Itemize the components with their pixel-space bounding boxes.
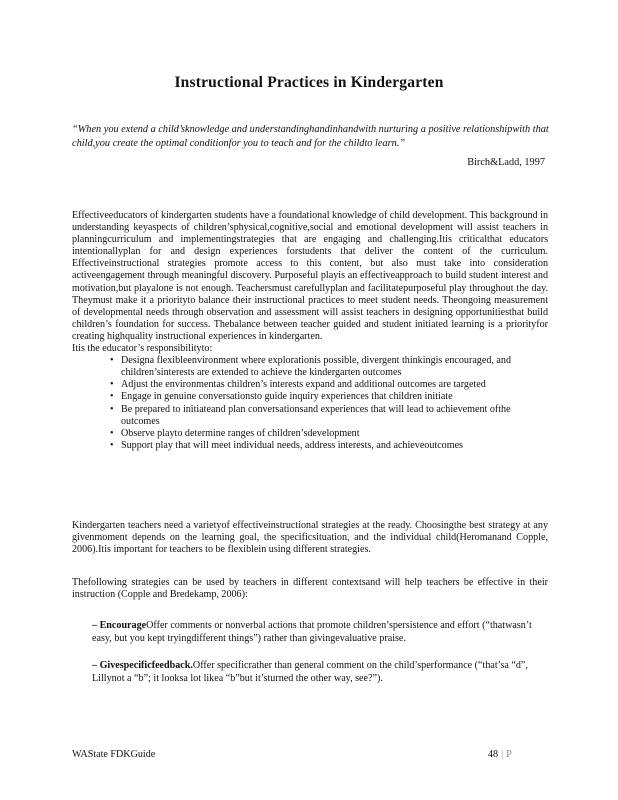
strategy-specific-feedback <box>92 659 548 685</box>
bullet-icon: • <box>110 439 114 451</box>
strategy-text: Offer specificrather than general comment on the child’sperformance (“that’sa “d”, Lillynot a “b”; it looksa lot likea “b”but it’sturned the other way, see?”). <box>92 660 528 684</box>
following-strategies-paragraph: Thefollowing strategies can be used by teachers in different contextsand will help teachers be effective in their instruction (Copple and Bredekamp, 2006): <box>72 577 548 601</box>
footer-guide-name: WAState FDKGuide <box>72 749 156 760</box>
quote-attribution: Birch&Ladd, 1997 <box>467 157 545 168</box>
list-item <box>72 391 548 403</box>
page-label: P <box>506 749 512 760</box>
bullet-icon: • <box>110 391 114 403</box>
responsibility-intro: Itis the educator’s responsibilityto: <box>72 343 213 355</box>
bullet-icon: • <box>110 403 114 415</box>
list-item-text: Engage in genuine conversationsto guide inquiry experiences that children initiate <box>121 391 453 403</box>
list-item-text: Adjust the environmentas children’s interests expand and additional outcomes are targeted <box>121 379 486 391</box>
list-item <box>72 355 548 379</box>
list-item <box>72 428 548 440</box>
intro-section <box>72 210 548 452</box>
list-item <box>72 440 548 452</box>
strategy-encourage <box>92 619 548 645</box>
strategy-lead: – Encourage <box>92 620 147 631</box>
intro-paragraph: Effectiveeducators of kindergarten students have a foundational knowledge of child development. This background in understanding keyaspects of children’sphysical,cognitive,social and emotional development will assist teachers in planningcurriculum and implementingstrategies that are engaging and challenging.Itis criticalthat educators intentionallyplan for and design experiences forstudents that deliver the content of the curriculum. Effectiveinstructional strategies promote access to this content, but also must take into consideration activeengagement through meaningful discovery. Purposeful playis an effectiveapproach to build student interest and motivation,but playalone is not enough. Teachersmust carefullyplan and facilitatepurposeful play throughout the day. Theymust make it a priorityto balance their instructional practices to meet student needs. Theongoing measurement of developmental needs through observation and assessment will assist teachers in designing opportunitiesthat build children’s foundation for success. Thebalance between teacher guided and student initiated learning is a priorityfor creating highquality instructional experiences in kindergarten. <box>72 210 548 342</box>
list-item <box>72 379 548 391</box>
responsibility-list <box>72 355 548 452</box>
page-number: 48 <box>488 749 499 760</box>
page-title: Instructional Practices in Kindergarten <box>174 74 444 91</box>
strategy-text: Offer comments or nonverbal actions that promote children’spersistence and effort (“thatwasn’t easy, but you kept tryingdifferent things”) rather than givingevaluative praise. <box>92 620 532 644</box>
footer-separator: | <box>501 749 504 760</box>
bullet-icon: • <box>110 427 114 439</box>
bullet-icon: • <box>110 355 114 367</box>
strategy-lead: – Givespecificfeedback. <box>92 660 193 671</box>
list-item-text: Support play that will meet individual needs, address interests, and achieveoutcomes <box>121 439 463 451</box>
list-item-text: Designa flexibleenvironment where explorationis possible, divergent thinkingis encouraged, and children’sinterests are extended to achieve the kindergarten outcomes <box>121 355 512 379</box>
epigraph-quote: “When you extend a child’sknowledge and understandinghandinhandwith nurturing a positive relationshipwith that child,you create the optimal conditionfor you to teach and for the childto learn.” <box>72 124 549 149</box>
list-item <box>72 404 548 428</box>
list-item-text: Be prepared to initiateand plan conversationsand experiences that will lead to achievement ofthe outcomes <box>121 403 511 427</box>
strategies-paragraph: Kindergarten teachers need a varietyof effectiveinstructional strategies at the ready. Choosingthe best strategy at any givenmoment depends on the learning goal, the specificsituation, and the individual child(Heromanand Copple, 2006).Itis important for teachers to be flexiblein using different strategies. <box>72 520 548 556</box>
list-item-text: Observe playto determine ranges of children’sdevelopment <box>121 427 360 439</box>
footer-page-number <box>488 749 512 760</box>
bullet-icon: • <box>110 379 114 391</box>
